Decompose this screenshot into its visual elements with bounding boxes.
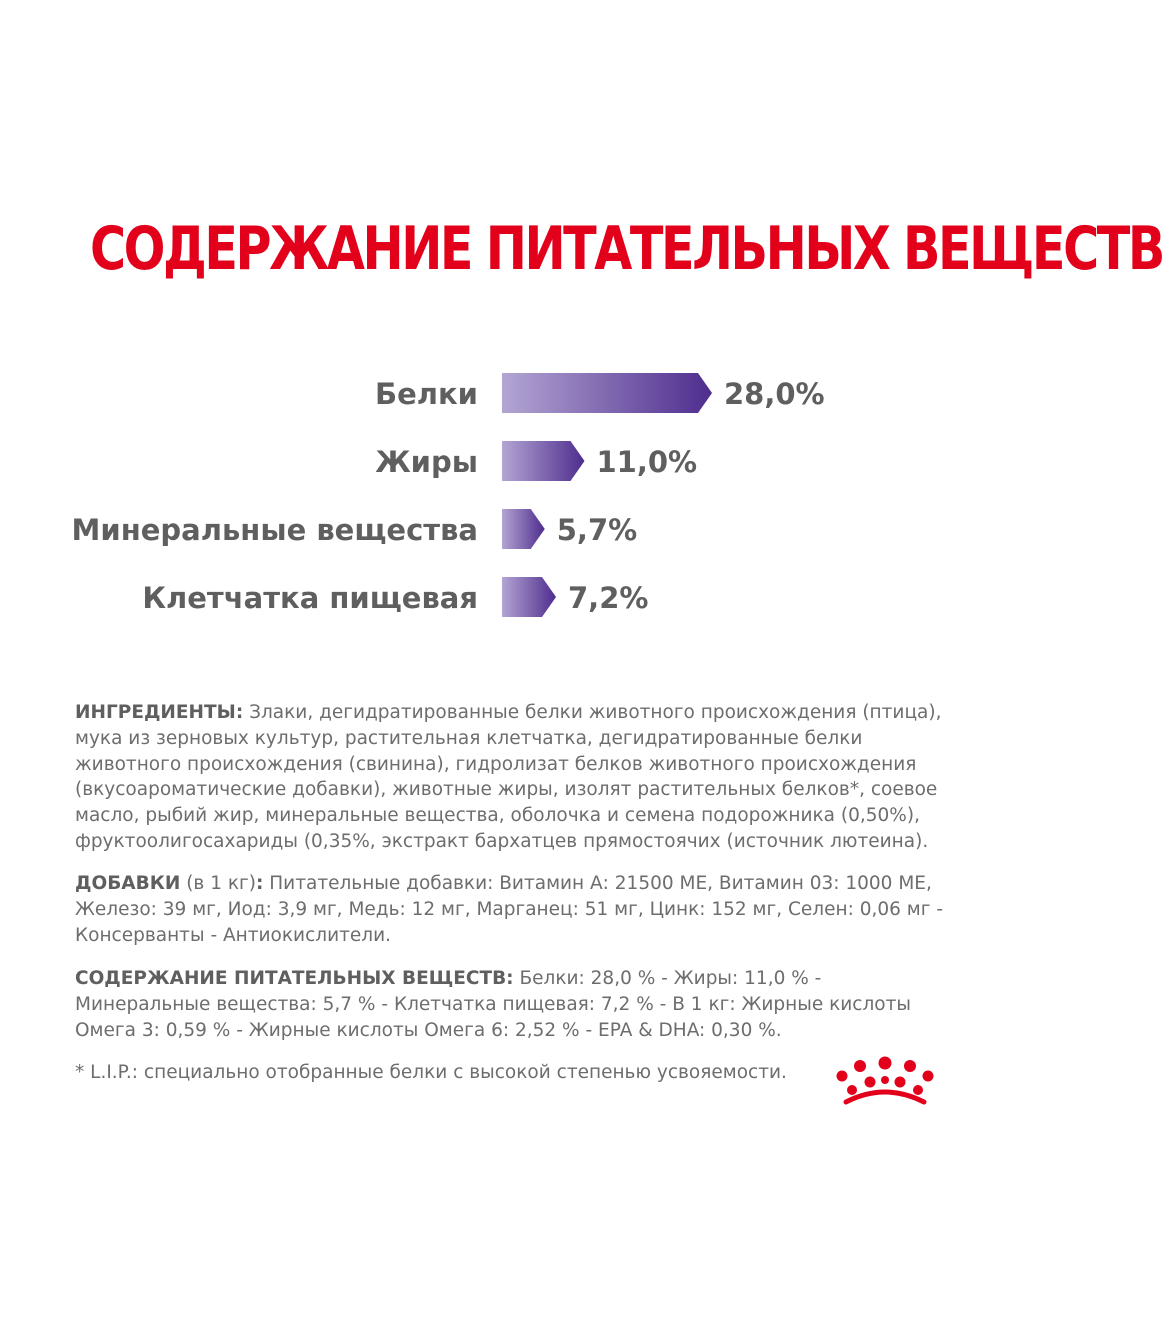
bar [502, 509, 545, 549]
bar [502, 441, 585, 481]
value-label: 5,7% [556, 513, 638, 547]
additives-text: Питательные добавки: Витамин А: 21500 МЕ, Витамин 03: 1000 МЕ, Железо: 39 мг, Иод: 3,9 мг, Медь: 12 мг, Марганец: 51 мг, Цинк: 152 мг, Селен: 0,06 мг - Консерванты - Антиокислители. [75, 873, 944, 946]
additives-colon: : [255, 873, 264, 894]
ingredients-text: Злаки, дегидратированные белки животного происхождения (птица), мука из зерновых культур, растительная клетчатка, дегидратированные белки животного происхождения (свинина), гидролизат белков животного происхождения (вкусоароматические добавки), животные жиры, изолят растительных белков*, соевое масло, рыбий жир, минеральные вещества, оболочка и семена подорожника (0,50%), фруктоолигосахариды (0,35%, экстракт бархатцев прямостоячих (источник лютеина). [75, 702, 942, 852]
additives-label: ДОБАВКИ [75, 873, 181, 894]
page-title: СОДЕРЖАНИЕ ПИТАТЕЛЬНЫХ ВЕЩЕСТВ [90, 214, 1163, 284]
bar [502, 577, 556, 617]
value-label: 28,0% [724, 377, 825, 411]
footnote: * L.I.P.: специально отобранные белки с высокой степенью усвояемости. [75, 1062, 787, 1083]
ingredients-label: ИНГРЕДИЕНТЫ: [75, 702, 244, 723]
ingredients-block [75, 700, 945, 855]
nutrients-label: СОДЕРЖАНИЕ ПИТАТЕЛЬНЫХ ВЕЩЕСТВ: [75, 968, 514, 989]
category-label: Белки [374, 377, 478, 411]
value-label: 11,0% [596, 445, 698, 479]
additives-unit-note: (в 1 кг) [180, 873, 256, 894]
nutrients-block [75, 966, 945, 1043]
royal-canin-crown-icon [830, 1052, 940, 1114]
value-label: 7,2% [568, 581, 649, 615]
category-label: Клетчатка пищевая [142, 581, 478, 615]
additives-block [75, 871, 945, 948]
nutrients-text: Белки: 28,0 % - Жиры: 11,0 % - Минеральные вещества: 5,7 % - Клетчатка пищевая: 7,2 % - В 1 кг: Жирные кислоты Омега 3: 0,59 % - Жирные кислоты Омега 6: 2,52 % - EPA & DHA: 0,30 %. [75, 968, 912, 1041]
bar [502, 373, 712, 413]
category-label: Жиры [375, 445, 478, 479]
category-label: Минеральные вещества [71, 513, 478, 547]
nutrient-bar-chart [0, 340, 1000, 640]
